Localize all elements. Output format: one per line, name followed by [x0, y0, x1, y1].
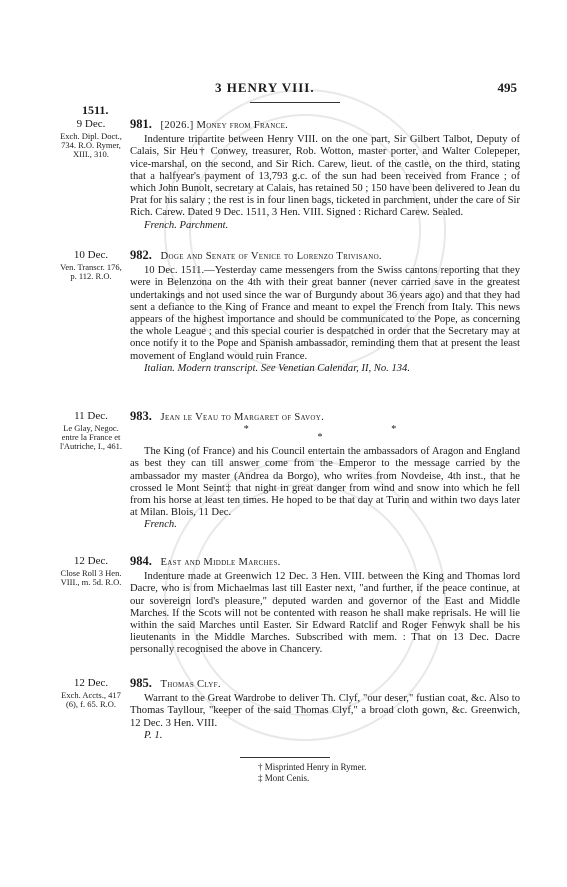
- footnote: ‡ Mont Cenis.: [258, 773, 310, 783]
- entry-paragraph: Warrant to the Great Wardrobe to deliver Th. Clyf, "our deser," fustian coat, &c. Also to Thomas Tayllour, "keeper of the said Thomas Clyf," a broad cloth gown, &c. Greenwich, 12 Dec. 3 Hen. VIII.: [130, 693, 520, 729]
- entry-source-ref: Ven. Transcr. 176, p. 112. R.O.: [60, 262, 122, 281]
- entry-date: 11 Dec.: [74, 410, 108, 422]
- entry-paragraph: Indenture tripartite between Henry VIII. on the one part, Sir Gilbert Talbot, Deputy of Calais, Sir Heu† Conwey, treasurer, Rob. Wotton, master porter, and Walter Colepeper, vice-marshal, on the second, and Sir Rich. Carew, lieut. of the castle, on the third, stating that a halfyear's payment of 13,793 g.c. of the sun had been received from France ; of which John Bunolt, secretary at Calais, has retained 50 ; 150 have been delivered to Jean du Prat for his salary ; the rest is in four linen bags, ticketed in parchment, under the care of Sir Rich. Carew. Dated 9 Dec. 1511, 3 Hen. VIII. Signed : Richard Carew. Sealed.: [130, 134, 520, 219]
- entry-date: 10 Dec.: [73, 249, 109, 261]
- entry-title: Doge and Senate of Venice to Lorenzo Trivisano.: [160, 251, 382, 262]
- entry-heading: [130, 118, 520, 132]
- entry-margin: [60, 249, 122, 281]
- entry-margin: [60, 118, 122, 159]
- entry-body: [130, 677, 520, 742]
- entry-date: 12 Dec.: [73, 555, 109, 567]
- entry-title: Thomas Clyf.: [160, 679, 221, 690]
- entry-number: 985.: [130, 676, 152, 690]
- entry-body: [130, 555, 520, 657]
- entry-note: P. 1.: [144, 729, 163, 741]
- entry-margin: [60, 555, 122, 587]
- entry-paragraph: The King (of France) and his Council entertain the ambassadors of Aragon and England as best they can till answer come from the Emperor to the message carried by the ambassador my master (Andrea da Borgo), who writes from Novdeise, 4th inst., that he crossed le Mont Seint‡ that night in great danger from wind and snow into which he fell from his horse at least ten times. He hoped to be that day at Turin and within two days later at Milan. Blois, 11 Dec.: [130, 446, 520, 519]
- running-title: 3 HENRY VIII.: [215, 80, 315, 95]
- footnote: † Misprinted Henry in Rymer.: [258, 762, 367, 772]
- entry-source-ref: Close Roll 3 Hen. VIII., m. 5d. R.O.: [60, 568, 122, 587]
- footnotes: [258, 762, 366, 784]
- entry-heading: [130, 677, 520, 691]
- entry-paragraph: 10 Dec. 1511.—Yesterday came messengers from the Swiss cantons reporting that they were in Belenzona on the 4th with their great banner (never carried save in the greatest undertakings and not used since the war of Burgundy about 36 years ago) and that they had sent a defiance to the King of France and meant to expel the French from Italy. This news appears of the highest importance and should be communicated to the Pope, as concerning the whole League ; and this special courier is despatched in order that the Secretary may at once notify it to the Pope and Spanish ambassador, reminding them that at present the least movement of England would ruin France.: [130, 265, 520, 362]
- footnote-rule: [240, 757, 330, 758]
- year-label: 1511.: [82, 103, 109, 117]
- entry-source-ref: Exch. Dipl. Doct., 734. R.O. Rymer, XIII., 310.: [60, 131, 122, 159]
- entry-title: East and Middle Marches.: [160, 557, 281, 568]
- entry-margin: [60, 677, 122, 709]
- ellipsis-ornament: * * *: [243, 424, 467, 444]
- entry-title: [2026.] Money from France.: [160, 120, 289, 131]
- entry-paragraph: Indenture made at Greenwich 12 Dec. 3 Hen. VIII. between the King and Thomas lord Dacre, who is from Michaelmas last till Easter next, "and further, if the peace continue, at our sovereign lord's pleasure," deputed warden and governor of the East and Middle Marches. If the Scots will not be contented with reason he shall make reprisals. He will lie within the said Marches until Easter. Sir Edward Ratclif and Roger Fenwyk shall be his lieutenants in the Middle Marches. Subscribed with mem. : That on 13 Dec. Dacre personally recognised the above in Chancery.: [130, 571, 520, 656]
- page-number: 495: [497, 80, 517, 95]
- entry-date: 12 Dec.: [73, 677, 109, 689]
- entry-body: [130, 410, 520, 532]
- entry-heading: [130, 410, 520, 424]
- entry-title: Jean le Veau to Margaret of Savoy.: [160, 412, 325, 423]
- entry-number: 982.: [130, 248, 152, 262]
- header-rule: [250, 102, 340, 103]
- entry-number: 984.: [130, 554, 152, 568]
- entry-note: French.: [144, 519, 177, 531]
- entry-number: 981.: [130, 117, 152, 131]
- entry-date: 9 Dec.: [76, 118, 106, 130]
- entry-body: [130, 118, 520, 232]
- entry-note: French. Parchment.: [144, 219, 229, 231]
- entry-source-ref: Exch. Accts., 417 (6), f. 65. R.O.: [61, 690, 121, 709]
- entry-heading: [130, 555, 520, 569]
- entry-number: 983.: [130, 409, 152, 423]
- entry-source-ref: Le Glay, Negoc. entre la France et l'Autriche, I., 461.: [60, 423, 122, 451]
- entry-heading: [130, 249, 520, 263]
- entry-body: [130, 249, 520, 375]
- running-header: [0, 80, 567, 96]
- entry-margin: [60, 410, 122, 451]
- entry-note: Italian. Modern transcript. See Venetian Calendar, II, No. 134.: [144, 362, 410, 374]
